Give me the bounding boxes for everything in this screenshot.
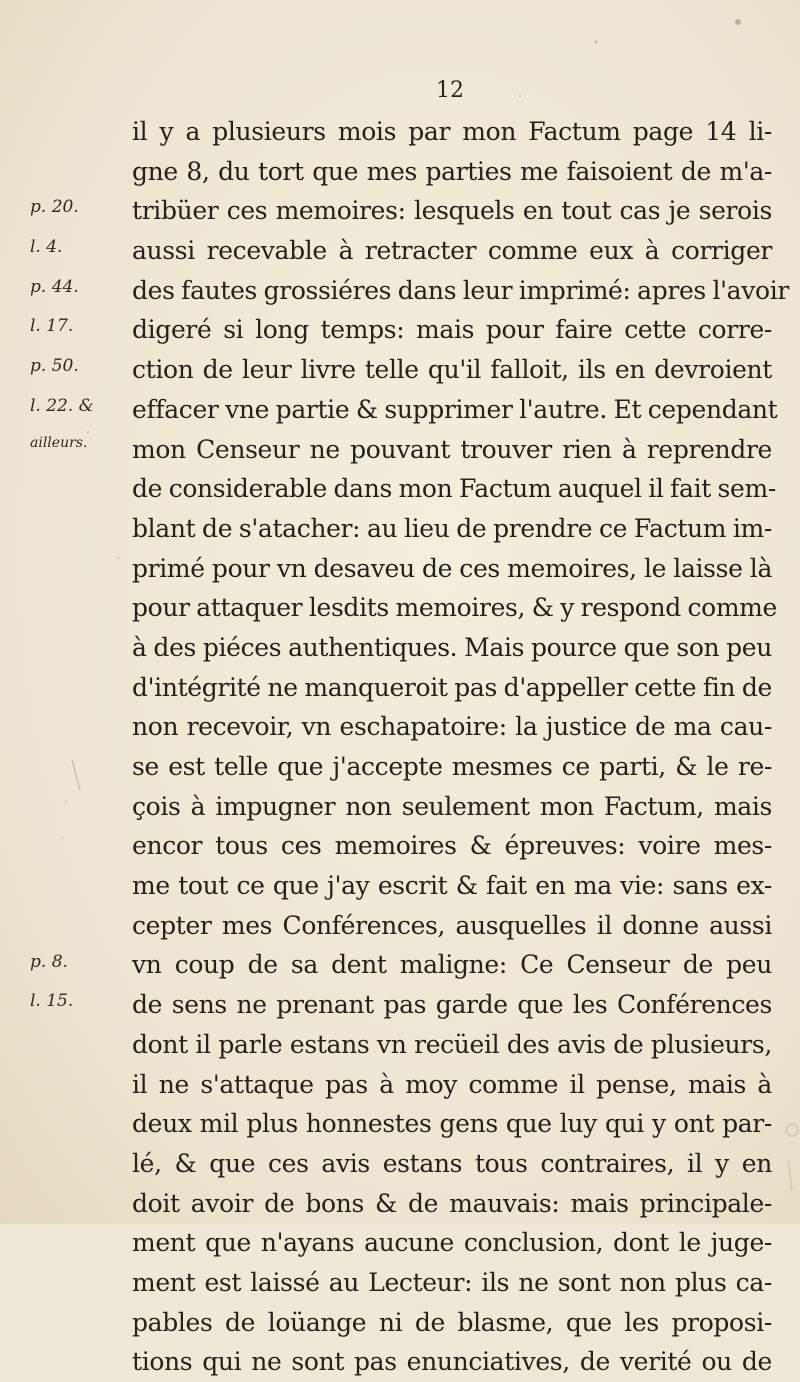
- page-number: 12: [436, 78, 464, 103]
- margin-note: l. 17.: [30, 316, 74, 337]
- text-line: doit avoir de bons & de mauvais: mais principale-: [132, 1188, 772, 1218]
- text-line: me tout ce que j'ay escrit & fait en ma vie: sans ex-: [132, 871, 772, 901]
- text-line: se est telle que j'accepte mesmes ce parti, & le re-: [132, 752, 772, 781]
- text-line: mon Censeur ne pouvant trouver rien à reprendre: [132, 434, 772, 464]
- text-line: ment est laissé au Lecteur: ils ne sont non plus ca-: [132, 1267, 772, 1297]
- text-line: de sens ne prenant pas garde que les Conférences: [132, 990, 772, 1020]
- text-line: primé pour vn desaveu de ces memoires, le laisse là: [132, 553, 772, 583]
- margin-note: p. 20.: [30, 197, 79, 218]
- text-line: il y a plusieurs mois par mon Factum page 14 li-: [132, 117, 772, 146]
- text-line: ction de leur livre telle qu'il falloit, ils en devroient: [132, 355, 772, 385]
- text-line: blant de s'atacher: au lieu de prendre ce Factum im-: [132, 513, 772, 543]
- margin-note: p. 8.: [30, 951, 68, 972]
- text-line: encor tous ces memoires & épreuves: voire mes-: [132, 831, 772, 861]
- text-line: pables de loüange ni de blasme, que les proposi-: [132, 1307, 772, 1337]
- text-line: ment que n'ayans aucune conclusion, dont le juge-: [132, 1228, 772, 1258]
- text-line: aussi recevable à retracter comme eux à corriger: [132, 236, 772, 266]
- text-line: digeré si long temps: mais pour faire cette corre-: [132, 315, 772, 345]
- text-line: non recevoir, vn eschapatoire: la justice de ma cau-: [132, 712, 772, 742]
- margin-note: l. 4.: [30, 236, 63, 257]
- text-line: lé, & que ces avis estans tous contraires, il y en: [132, 1148, 772, 1178]
- text-line: gne 8, du tort que mes parties me faisoient de m'a-: [132, 156, 772, 186]
- text-line: tribüer ces memoires: lesquels en tout cas je serois: [132, 196, 772, 226]
- text-line: il ne s'attaque pas à moy comme il pense, mais à: [132, 1069, 772, 1099]
- text-line: pour attaquer lesdits memoires, & y respond comme: [132, 593, 777, 623]
- text-line: à des piéces authentiques. Mais pource que son peu: [132, 632, 772, 662]
- text-line: dont il parle estans vn recüeil des avis de plusieurs,: [132, 1029, 772, 1059]
- margin-note: ailleurs.: [30, 435, 88, 452]
- margin-note: l. 22. &: [30, 395, 94, 416]
- text-line: vn coup de sa dent maligne: Ce Censeur de peu: [132, 950, 772, 980]
- body-text: [132, 112, 789, 1382]
- margin-note: l. 15.: [30, 991, 74, 1012]
- text-line: tions qui ne sont pas enunciatives, de verité ou de: [132, 1347, 772, 1377]
- text-line: des fautes grossiéres dans leur imprimé: apres l'avoir: [132, 275, 789, 305]
- margin-note: p. 50.: [30, 356, 79, 377]
- text-line: d'intégrité ne manqueroit pas d'appeller cette fin de: [132, 672, 772, 702]
- text-line: çois à impugner non seulement mon Factum, mais: [132, 791, 772, 821]
- text-line: de considerable dans mon Factum auquel il fait sem-: [132, 474, 776, 504]
- margin-note: p. 44.: [30, 276, 79, 297]
- text-line: cepter mes Conférences, ausquelles il donne aussi: [132, 910, 772, 940]
- text-line: effacer vne partie & supprimer l'autre. Et cependant: [132, 394, 778, 424]
- text-line: deux mil plus honnestes gens que luy qui y ont par-: [132, 1109, 772, 1139]
